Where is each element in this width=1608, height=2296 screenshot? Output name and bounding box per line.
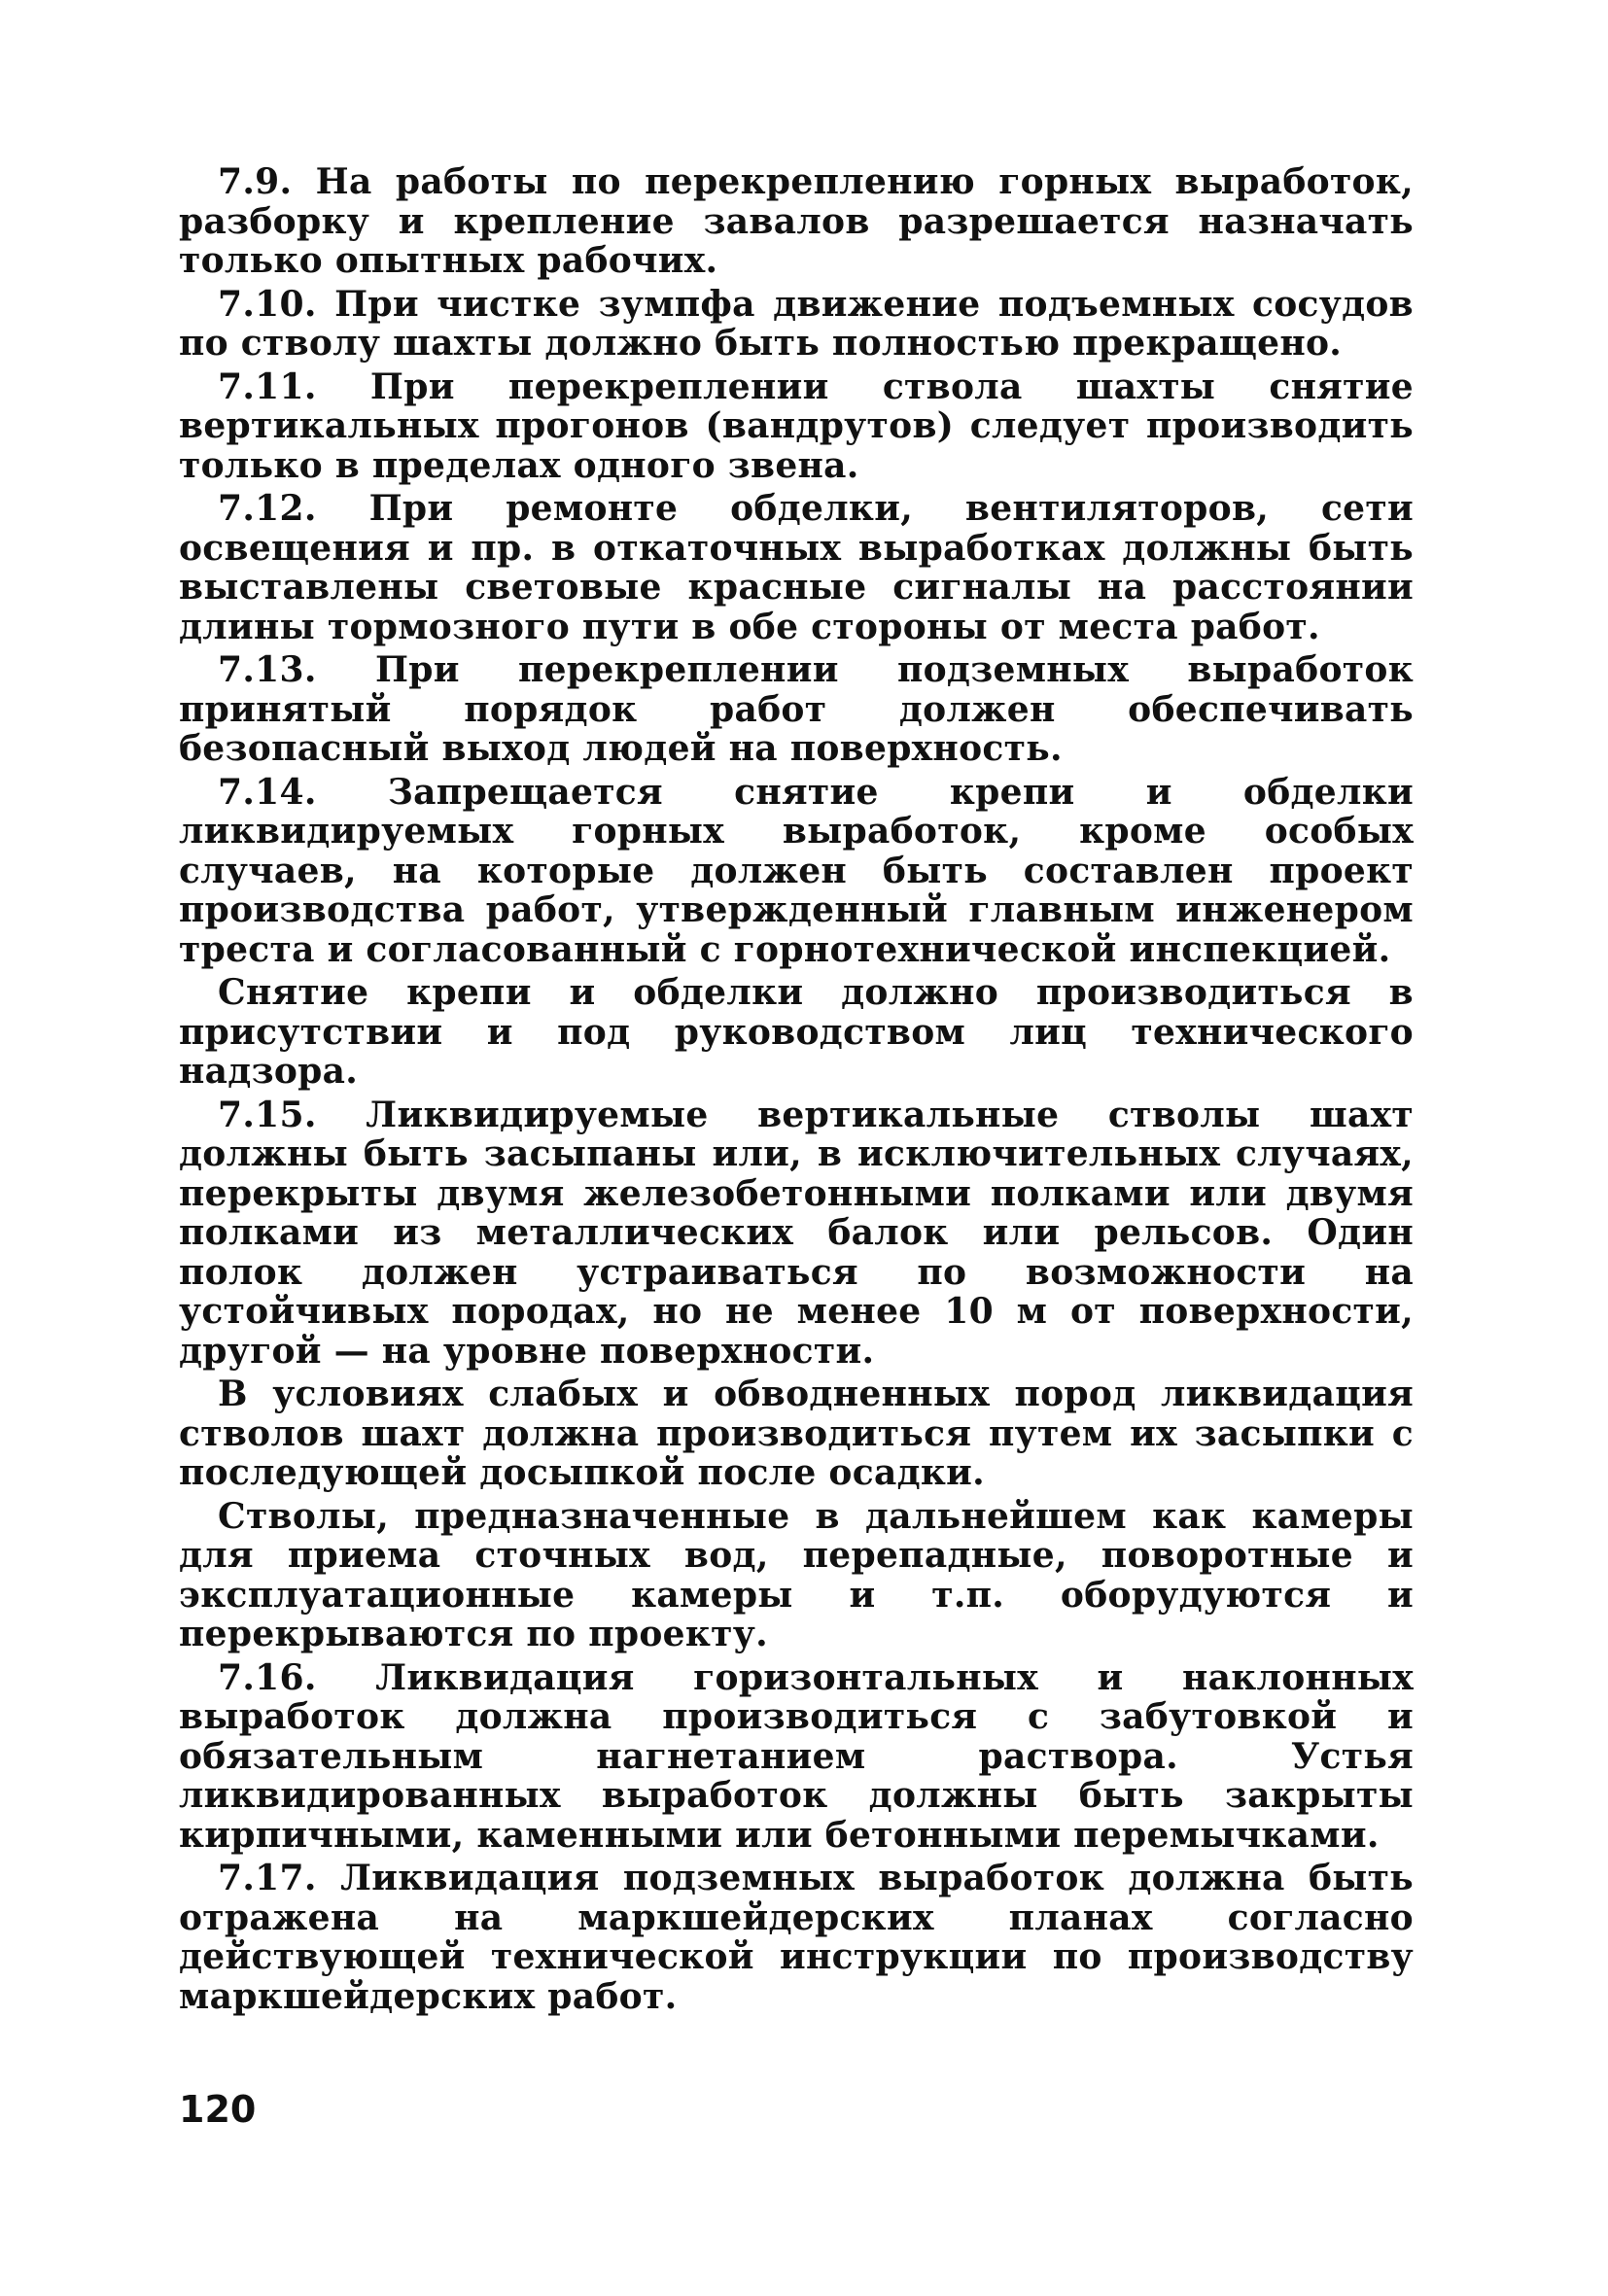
paragraph-7-9: 7.9. На работы по перекреплению горных выработок, разборку и крепление завалов разрешается назначать только опытных рабочих. bbox=[179, 161, 1414, 281]
paragraph-7-16: 7.16. Ликвидация горизонтальных и наклонных выработок должна производиться с забутовкой и обязательным нагнетанием раствора. Устья ликвидированных выработок должны быть закрыты кирпичными, каменными или бетонными перемычками. bbox=[179, 1656, 1414, 1856]
page-body bbox=[179, 162, 1414, 2020]
paragraph-7-17: 7.17. Ликвидация подземных выработок должна быть отражена на маркшейдерских планах согласно действующей технической инструкции по производству маркшейдерских работ. bbox=[179, 1858, 1414, 2017]
paragraph-7-15-chambers: Стволы, предназначенные в дальнейшем как камеры для приема сточных вод, перепадные, поворотные и эксплуатационные камеры и т.п. оборудуются и перекрываются по проекту. bbox=[179, 1495, 1414, 1654]
page-number: 120 bbox=[179, 2088, 257, 2131]
paragraph-7-11: 7.11. При перекреплении ствола шахты снятие вертикальных прогонов (вандрутов) следует производить только в пределах одного звена. bbox=[179, 365, 1414, 486]
paragraph-7-12: 7.12. При ремонте обделки, вентиляторов, сети освещения и пр. в откаточных выработках должны быть выставлены световые красные сигналы на расстоянии длины тормозного пути в обе стороны от места работ. bbox=[179, 488, 1414, 647]
paragraph-7-13: 7.13. При перекреплении подземных выработок принятый порядок работ должен обеспечивать безопасный выход людей на поверхность. bbox=[179, 649, 1414, 769]
paragraph-7-15-weak-rocks: В условиях слабых и обводненных пород ликвидация стволов шахт должна производиться путем их засыпки с последующей досыпкой после осадки. bbox=[179, 1374, 1414, 1493]
paragraph-7-15: 7.15. Ликвидируемые вертикальные стволы шахт должны быть засыпаны или, в исключительных случаях, перекрыты двумя железобетонными полками или двумя полками из металлических балок или рельсов. Один полок должен устраиваться по возможности на устойчивых породах, но не менее 10 м от поверхности, другой — на уровне поверхности. bbox=[179, 1094, 1414, 1372]
paragraph-7-10: 7.10. При чистке зумпфа движение подъемных сосудов по стволу шахты должно быть полностью прекращено. bbox=[179, 283, 1414, 364]
paragraph-7-14: 7.14. Запрещается снятие крепи и обделки ликвидируемых горных выработок, кроме особых случаев, на которые должен быть составлен проект производства работ, утвержденный главным инженером треста и согласованный с горнотехнической инспекцией. bbox=[179, 771, 1414, 970]
paragraph-7-14-continued: Снятие крепи и обделки должно производиться в присутствии и под руководством лиц технического надзора. bbox=[179, 972, 1414, 1092]
